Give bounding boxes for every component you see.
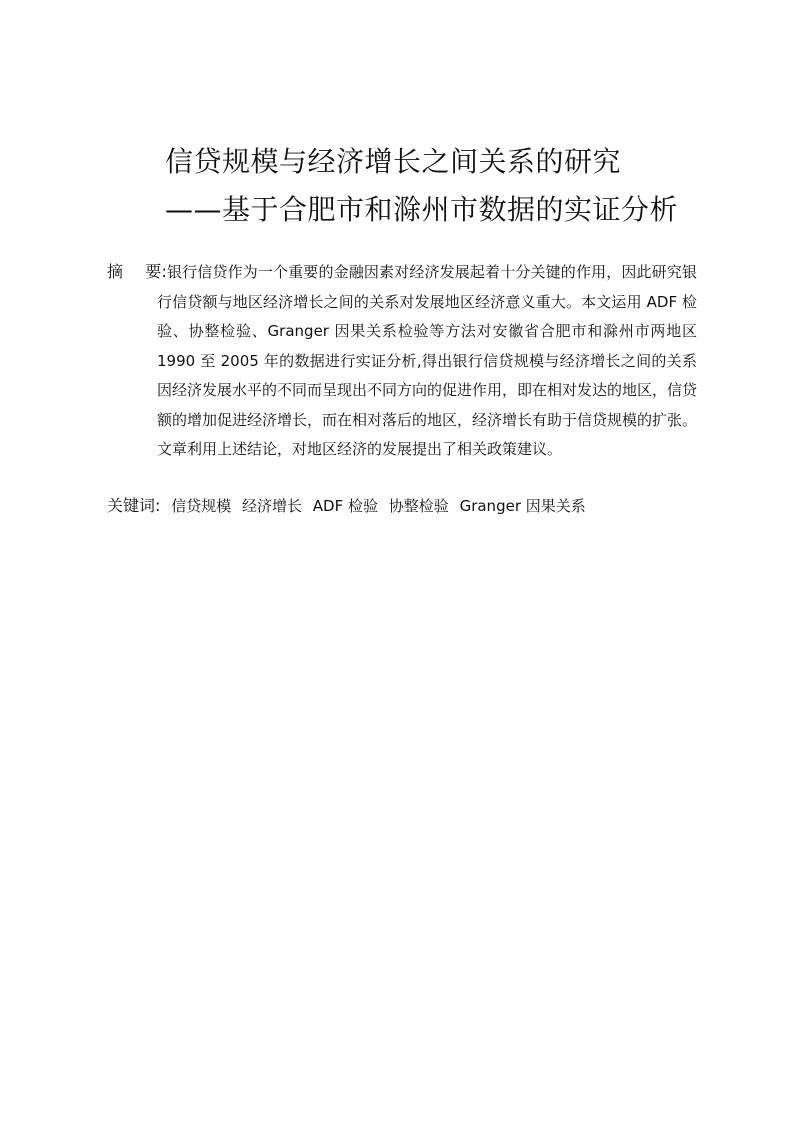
keyword-item: Granger 因果关系 [459, 497, 586, 515]
keywords-section [107, 494, 592, 518]
keyword-item: 协整检验 [388, 497, 449, 515]
abstract-label-char2: 要: [145, 262, 167, 281]
main-title: 信贷规模与经济增长之间关系的研究 [165, 145, 622, 178]
keyword-item: ADF 检验 [312, 497, 378, 515]
keyword-item: 信贷规模 [171, 497, 232, 515]
subtitle: ——基于合肥市和滁州市数据的实证分析 [165, 193, 679, 226]
abstract-body [107, 257, 697, 465]
abstract-label [107, 262, 167, 281]
abstract-text: 银行信贷作为一个重要的金融因素对经济发展起着十分关键的作用，因此研究银行信贷额与地区经济增长之间的关系对发展地区经济意义重大。本文运用 ADF 检验、协整检验、Granger 因果关系检验等方法对安徽省合肥市和滁州市两地区 1990 至 2005 年的数据进行实证分析,得出银行信贷规模与经济增长之间的关系因经济发展水平的不同而呈现出不同方向的促进作用，即在相对发达的地区，信贷额的增加促进经济增长，而在相对落后的地区，经济增长有助于信贷规模的扩张。文章利用上述结论，对地区经济的发展提出了相关政策建议。 [157, 263, 698, 458]
keywords-label: 关键词: [107, 496, 161, 515]
keyword-item: 经济增长 [241, 497, 302, 515]
abstract-label-char1: 摘 [107, 262, 124, 281]
